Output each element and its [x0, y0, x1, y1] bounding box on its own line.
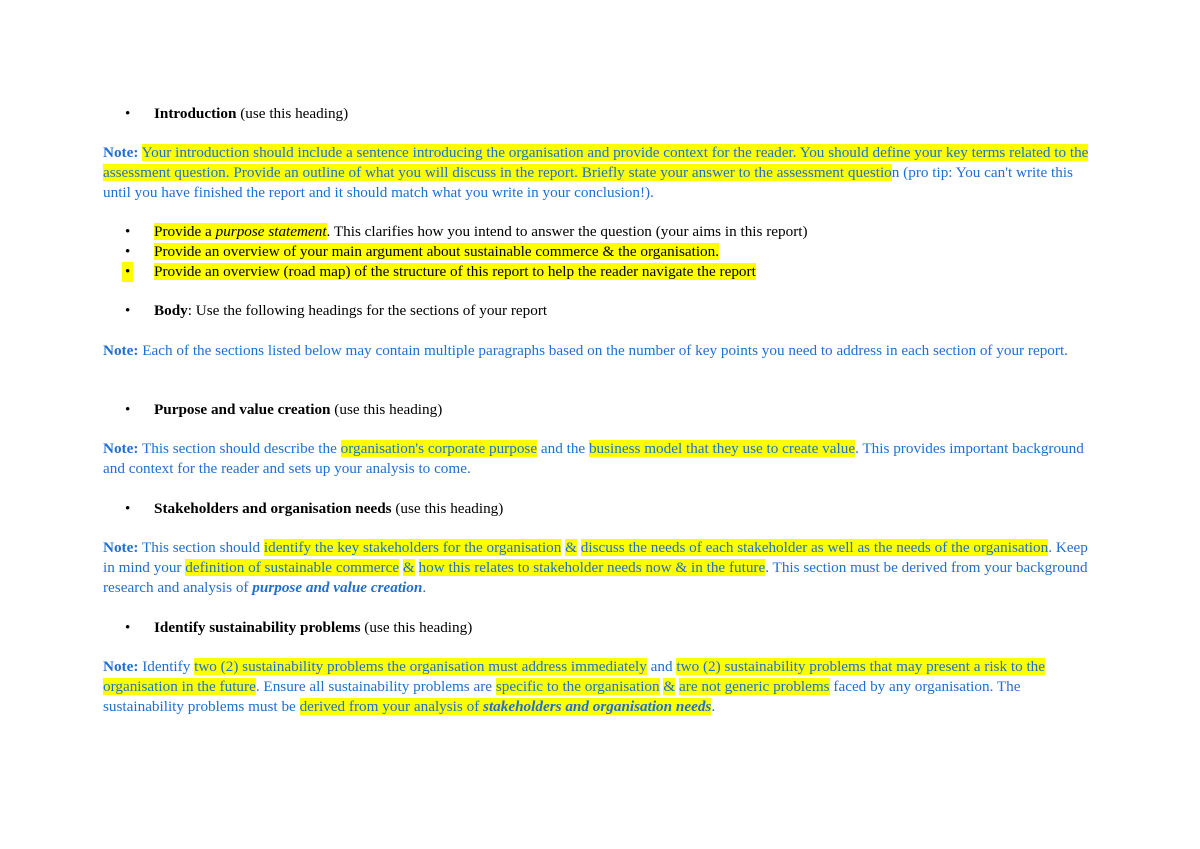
purpose-heading-item: • Purpose and value creation (use this heading) [103, 400, 1099, 420]
problems-heading-list [103, 618, 1099, 638]
stakeholders-needs-ref: stakeholders and organisation needs [483, 698, 712, 715]
purpose-value-creation-ref: purpose and value creation [252, 579, 423, 596]
problems-note: Note: Identify two (2) sustainability problems the organisation must address immediately and two (2) sustainability problems that may present a risk to the organisation in the future. Ensure all sustainability problems are specific to the organisation & are not generic problems faced by any organisation. The sustainability problems must be derived from your analysis of stakeholders and organisation needs. [103, 658, 1046, 715]
intro-subpoint-roadmap: • Provide an overview (road map) of the structure of this report to help the reader navigate the report [103, 262, 1099, 282]
body-heading-item: • Body: Use the following headings for the sections of your report [103, 301, 1099, 321]
stakeholders-note: Note: This section should identify the key stakeholders for the organisation & discuss the needs of each stakeholder as well as the needs of the organisation. Keep in mind your definition of sustainable commerce & how this relates to stakeholder needs now & in the future. This section must be derived from your background research and analysis of purpose and value creation. [103, 539, 1088, 596]
body-heading: Body [154, 302, 188, 319]
purpose-note: Note: This section should describe the organisation's corporate purpose and the business model that they use to create value. This provides important background and context for the reader and sets up your analysis to come. [103, 440, 1084, 477]
intro-heading-suffix: (use this heading) [236, 105, 349, 122]
intro-note [103, 143, 1099, 203]
body-note: Note: Each of the sections listed below may contain multiple paragraphs based on the number of key points you need to address in each section of your report. [103, 342, 1068, 359]
intro-note-highlight: Your introduction should include a sentence introducing the organisation and provide context for the reader. You should define your key terms related to the assessment question. Provide an outline of what you will discuss in the report. Briefly state your answer to the assessment questio [103, 144, 1089, 181]
body-heading-list [103, 301, 1099, 321]
purpose-statement-term: purpose statement [215, 223, 327, 240]
stakeholders-note-label: Note: [103, 539, 139, 556]
intro-note-label: Note: [103, 144, 139, 161]
problems-heading: Identify sustainability problems [154, 619, 361, 636]
problems-note-label: Note: [103, 658, 139, 675]
stakeholders-heading: Stakeholders and organisation needs [154, 500, 392, 517]
stakeholders-heading-list [103, 499, 1099, 519]
stakeholders-heading-item: • Stakeholders and organisation needs (use this heading) [103, 499, 1099, 519]
intro-subpoint-purpose: • Provide a purpose statement. This clarifies how you intend to answer the question (your aims in this report) [103, 222, 1099, 242]
body-note-label: Note: [103, 342, 139, 359]
intro-heading: Introduction [154, 105, 237, 122]
intro-subpoints [103, 222, 1099, 282]
intro-note-tail: n (pro tip: You can't write this until you have finished the report and it should match what you write in your conclusion!). [103, 164, 1073, 201]
problems-heading-item: • Identify sustainability problems (use this heading) [103, 618, 1099, 638]
intro-subpoint-argument: • Provide an overview of your main argument about sustainable commerce & the organisation. [103, 242, 1099, 262]
purpose-heading-list [103, 400, 1099, 420]
intro-heading-list [103, 104, 1099, 124]
purpose-note-label: Note: [103, 440, 139, 457]
purpose-heading: Purpose and value creation [154, 401, 331, 418]
intro-heading-item [103, 104, 1099, 124]
